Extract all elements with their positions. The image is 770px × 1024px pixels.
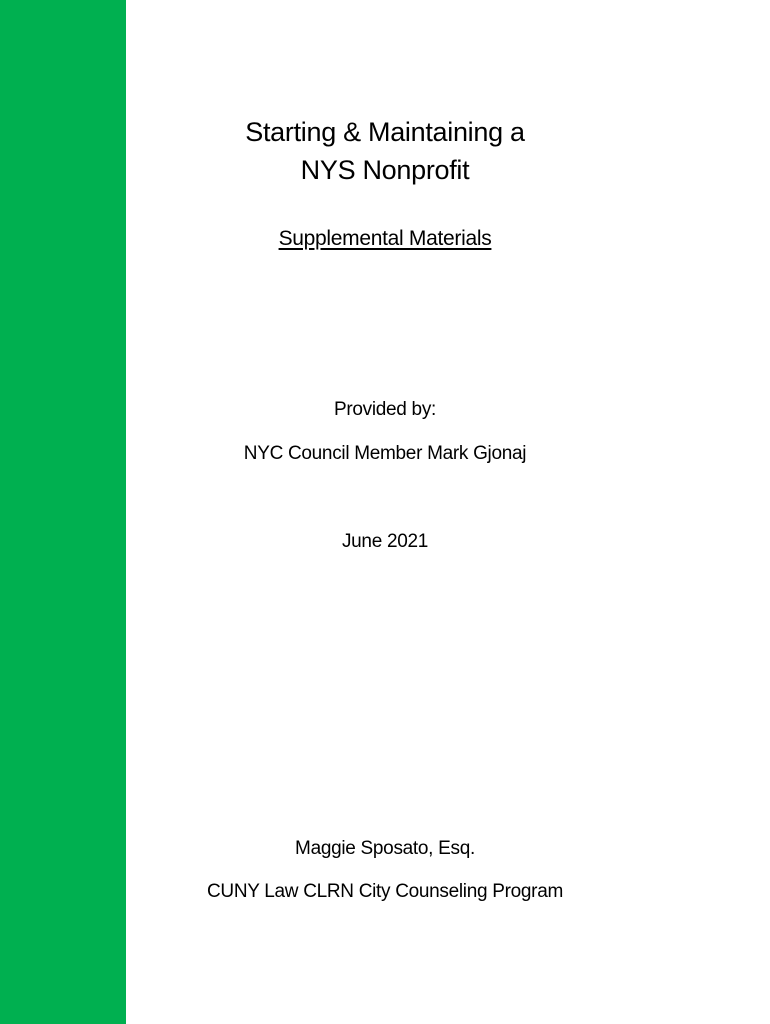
author-name: Maggie Sposato, Esq. xyxy=(295,838,475,859)
document-title-line-1: Starting & Maintaining a xyxy=(245,117,525,147)
document-title-line-2: NYS Nonprofit xyxy=(300,155,470,185)
organization-name: CUNY Law CLRN City Counseling Program xyxy=(206,881,563,902)
green-side-bar xyxy=(0,0,126,1024)
subtitle-text: Supplemental Materials xyxy=(278,227,492,250)
provider-name: NYC Council Member Mark Gjonaj xyxy=(243,443,527,464)
document-date: June 2021 xyxy=(341,531,429,552)
document-subtitle xyxy=(126,224,644,254)
cover-content xyxy=(126,0,644,1024)
provided-by-label: Provided by: xyxy=(333,399,436,420)
